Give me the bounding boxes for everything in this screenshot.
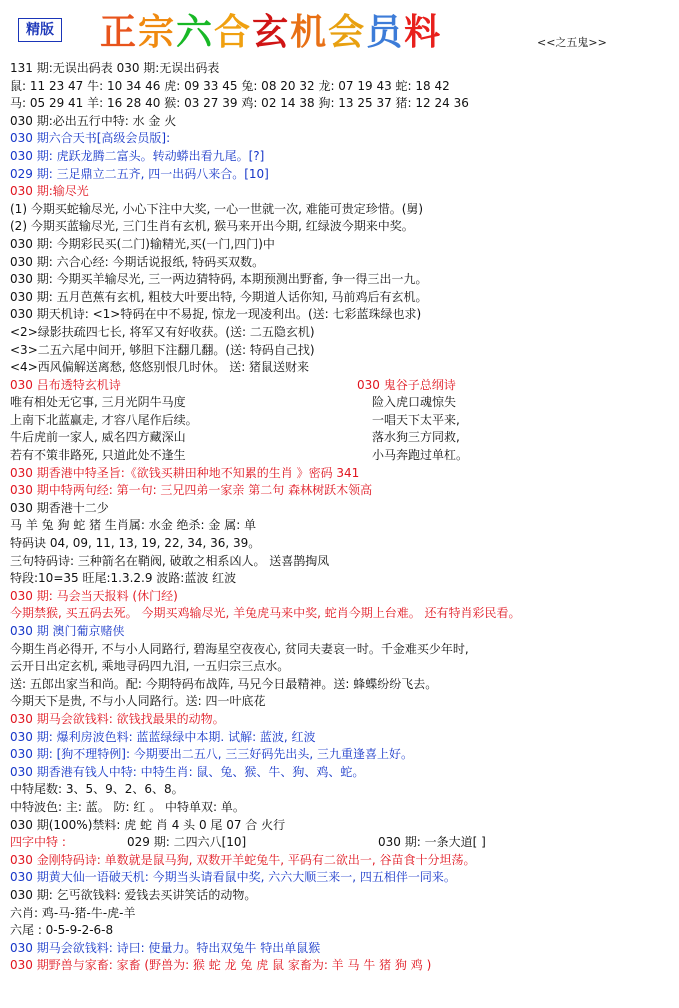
title-char: 合	[214, 12, 253, 53]
text-line: 030 期: 五月芭蕉有玄机, 粗枝大叶要出特, 今期道人话你知, 马前鸡后有玄机。	[10, 289, 428, 304]
text-line: 030 金刚特码诗: 单数就是鼠马狗, 双数开羊蛇兔牛, 平码有二欲出一, 谷苗食十分坦荡。	[10, 852, 476, 867]
poem-title-row	[10, 377, 674, 395]
title-char: 员	[366, 12, 405, 53]
page-title	[100, 4, 442, 55]
text-line: 马: 05 29 41 羊: 16 28 40 猴: 03 27 39 鸡: 02 14 38 狗: 13 25 37 猪: 12 24 36	[10, 96, 469, 111]
title-char: 会	[328, 12, 367, 53]
text-line: 030 期: 虎跃龙腾二富头。转动蟒出看九尾。[?]	[10, 148, 265, 163]
text-line: 030 期香港十二少	[10, 500, 109, 515]
text-line: (2) 今期买蓝输尽光, 三门生肖有玄机, 猴马来开出今期, 红绿波今期来中奖。	[10, 219, 414, 234]
poem-row-right: 险入虎口魂惊失	[372, 395, 457, 410]
text-line: 030 期香港中特圣旨:《欲钱买耕田种地不知累的生肖 》密码 341	[10, 465, 360, 480]
poem-row	[10, 412, 674, 430]
text-line: 030 期: 六合心经: 今期话说报纸, 特码买双数。	[10, 254, 265, 269]
text-line: 030 期马会欲钱料: 欲钱找最果的动物。	[10, 711, 225, 726]
title-char: 机	[290, 12, 329, 53]
text-line: <4>西风偏解送离愁, 悠悠别恨几时休。 送: 猪鼠送财来	[10, 360, 310, 375]
text-line: 030 期香港有钱人中特: 中特生肖: 鼠、兔、猴、牛、狗、鸡、蛇。	[10, 764, 365, 779]
poem-row-left: 唯有相处无它事, 三月光阴牛马度	[10, 395, 186, 410]
title-char: 六	[176, 12, 215, 53]
text-line: 云开日出定玄机, 乘地寻码四九泪, 一五归宗三点水。	[10, 659, 290, 674]
poem-row	[10, 447, 674, 465]
text-line: 030 期(100%)禁料: 虎 蛇 肖 4 头 0 尾 07 合 火行	[10, 817, 286, 832]
poem-row	[10, 394, 674, 412]
text-line: 三句特码诗: 三种箭名在鞘阀, 破敢之相系凶人。 送喜鹊掏凤	[10, 553, 330, 568]
text-line: 030 期: 爆利房波色料: 蓝蓝绿绿中本期. 试解: 蓝波, 红波	[10, 729, 316, 744]
edition-badge: 精版	[18, 18, 62, 42]
text-line: 030 期:必出五行中特: 水 金 火	[10, 113, 177, 128]
poem-row	[10, 429, 674, 447]
text-line: 030 期 澳门葡京赌侠	[10, 624, 125, 638]
text-line: <2>绿影扶疏四七长, 将军又有好收获。(送: 二五隐玄机)	[10, 324, 315, 339]
text-line: 030 期: 乞丐欲钱料: 爱钱去买讲笑话的动物。	[10, 887, 257, 902]
poem-row-left: 若有不策非路死, 只道此处不逢生	[10, 448, 186, 463]
title-char: 正	[100, 12, 139, 53]
poem-title-row-right: 030 鬼谷子总纲诗	[357, 377, 456, 392]
text-line: <3>二五六尾中间开, 够胆下注翻几翻。(送: 特码自己找)	[10, 342, 315, 357]
text-line: (1) 今期买蛇输尽光, 小心下注中大奖, 一心一世就一次, 难能可贵定珍惜。(舅)	[10, 201, 424, 216]
text-line: 030 期: 马会当天报料 (休门经)	[10, 588, 178, 603]
text-line: 六肖: 鸡-马-猪-牛-虎-羊	[10, 905, 136, 920]
title-char: 宗	[138, 12, 177, 53]
four-char-current: 030 期: 一条大道[ ]	[378, 835, 486, 850]
poem-row-left: 上南下北蓝赢走, 才容八尾作后续。	[10, 412, 198, 427]
text-line: 030 期中特两句经: 第一句: 三兄四弟一家亲 第二句 森林树跃木领高	[10, 483, 373, 498]
four-char-prev: 029 期: 二四六八[10]	[127, 835, 247, 850]
text-line: 131 期:无误出码表 030 期:无误出码表	[10, 61, 220, 75]
text-line: 030 期天机诗: <1>特码在中不易捉, 惊龙一现凌利出。(送: 七彩蓝珠绿也求)	[10, 307, 422, 322]
text-line: 030 期马会欲钱料: 诗曰: 使量力。特出双兔牛 特出单鼠猴	[10, 940, 321, 955]
poem-title-row-left: 030 吕布透特玄机诗	[10, 377, 121, 392]
text-line: 030 期:输尽光	[10, 184, 89, 199]
four-char-row	[10, 834, 674, 852]
subtitle-tag: <<之五鬼>>	[537, 36, 607, 49]
text-line: 马 羊 兔 狗 蛇 猪 生肖属: 水金 绝杀: 金 属: 单	[10, 518, 257, 533]
poem-row-right: 落水狗三方同救,	[372, 430, 460, 445]
title-char: 料	[404, 12, 443, 53]
main-content	[10, 60, 674, 975]
title-char: 玄	[252, 12, 291, 53]
text-line: 六尾 : 0-5-9-2-6-8	[10, 923, 114, 938]
poem-row-right: 一唱天下太平来,	[372, 412, 460, 427]
text-line: 030 期野兽与家畜: 家畜 (野兽为: 猴 蛇 龙 兔 虎 鼠 家畜为: 羊 马 牛 猪 狗 鸡 )	[10, 958, 432, 973]
header	[0, 0, 679, 58]
four-char-label: 四字中特 :	[10, 835, 66, 850]
text-line: 今期生肖必得开, 不与小人同路行, 碧海星空夜夜心, 贫同夫妻哀一时。千金难买少年时,	[10, 641, 469, 656]
poem-row-right: 小马奔跑过单杠。	[372, 448, 469, 463]
text-line: 今期禁猴, 买五码去死。 今期买鸡输尽光, 羊兔虎马来中奖, 蛇肖今期上台难。 还有特肖彩民看。	[10, 606, 521, 621]
text-line: 特段:10=35 旺尾:1.3.2.9 波路:蓝波 红波	[10, 571, 237, 586]
text-line: 中特波色: 主: 蓝。 防: 红 。 中特单双: 单。	[10, 799, 245, 814]
text-line: 030 期: [狗不理特例]: 今期要出二五八, 三三好码先出头, 三九重逢喜上好。	[10, 747, 414, 762]
text-line: 030 期: 今期彩民买(二门)输精光,买(一门,四门)中	[10, 236, 275, 251]
text-line: 030 期黄大仙一语破天机: 今期当头请看鼠中奖, 六六大顺三来一, 四五相伴一同来。	[10, 870, 456, 885]
text-line: 029 期: 三足鼎立二五齐, 四一出码八来合。[10]	[10, 166, 269, 181]
text-line: 今期天下是贵, 不与小人同路行。送: 四一叶底花	[10, 694, 266, 709]
poem-row-left: 牛后虎前一家人, 威名四方藏深山	[10, 430, 186, 445]
text-line: 中特尾数: 3、5、9、2、6、8。	[10, 782, 184, 797]
text-line: 特码诀 04, 09, 11, 13, 19, 22, 34, 36, 39。	[10, 536, 261, 551]
text-line: 030 期: 今期买羊输尽光, 三一两边猜特码, 本期预测出野畜, 争一得三出一九。	[10, 272, 428, 287]
text-line: 鼠: 11 23 47 牛: 10 34 46 虎: 09 33 45 兔: 08 20 32 龙: 07 19 43 蛇: 18 42	[10, 78, 450, 93]
text-line: 030 期六合天书[高级会员版]:	[10, 131, 171, 146]
text-line: 送: 五郎出家当和尚。配: 今期特码布战阵, 马兄今日最精神。送: 蜂蝶纷纷飞去。	[10, 676, 438, 691]
